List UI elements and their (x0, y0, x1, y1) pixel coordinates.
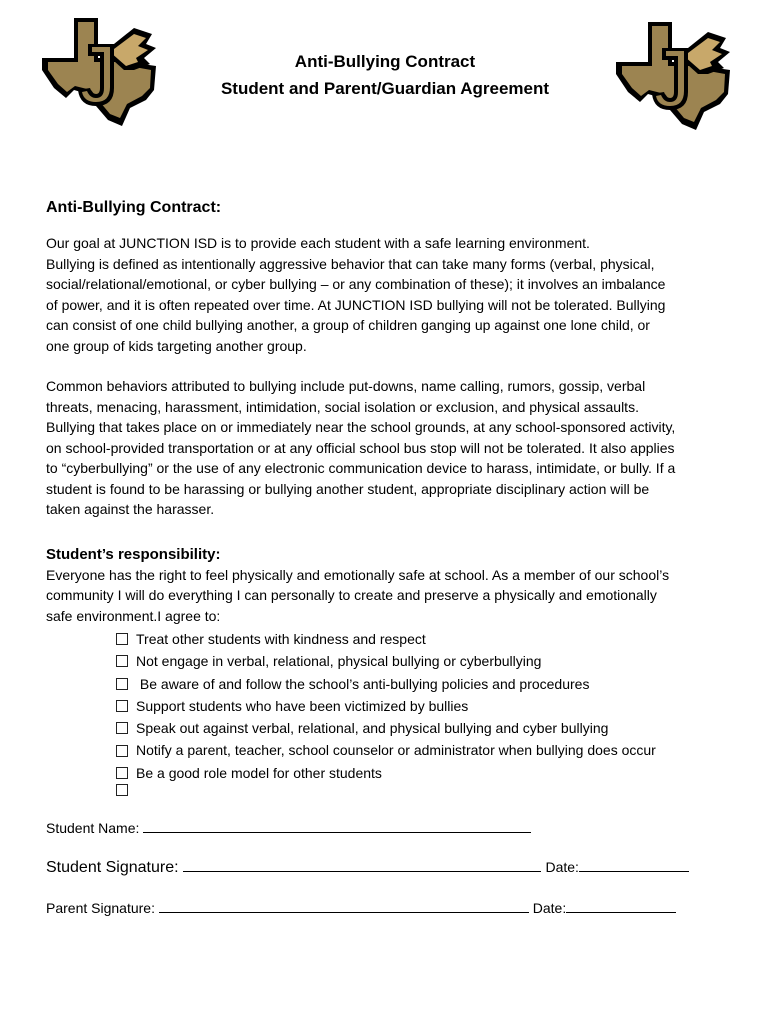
paragraph-line: on school-provided transportation or at any official school bus stop will not be tolerated. It also applies (46, 439, 675, 456)
checklist-item[interactable] (116, 762, 726, 784)
paragraph-line: safe environment.I agree to: (46, 607, 221, 624)
paragraph-line: social/relational/emotional, or cyber bullying – or any combination of these); it involves an imbalance (46, 276, 666, 292)
checklist-item[interactable] (116, 739, 726, 761)
checkbox[interactable] (116, 784, 128, 796)
contract-heading: Anti-Bullying Contract: (46, 199, 222, 216)
agreement-checklist (116, 628, 726, 796)
document-subtitle: Student and Parent/Guardian Agreement (220, 79, 550, 98)
paragraph-line: Everyone has the right to feel physically and emotionally safe at school. As a member of our school’s (46, 566, 670, 583)
checklist-item-label: Not engage in verbal, relational, physical bullying or cyberbullying (136, 653, 542, 670)
contract-body (46, 197, 726, 796)
checkbox[interactable] (116, 722, 128, 734)
checklist-item-label: Notify a parent, teacher, school counselor or administrator when bullying does occur (136, 742, 656, 759)
student-signature-label: Student Signature: (46, 859, 179, 876)
checkbox[interactable] (116, 633, 128, 645)
parent-signature-field[interactable] (159, 912, 529, 913)
checklist-item[interactable] (116, 784, 726, 796)
goal-paragraph (46, 233, 726, 356)
responsibility-heading: Student’s responsibility: (46, 545, 221, 563)
parent-date-label: Date: (532, 900, 567, 916)
checklist-item-label: Treat other students with kindness and respect (136, 631, 426, 647)
paragraph-line: of power, and it is often repeated over time. At JUNCTION ISD bullying will not be tolerated. Bullying (46, 296, 666, 313)
checklist-item-label: Be a good role model for other students (136, 764, 382, 781)
document-header (0, 48, 770, 102)
checkbox[interactable] (116, 745, 128, 757)
checklist-item[interactable] (116, 695, 726, 717)
responsibility-intro (46, 565, 726, 627)
paragraph-line: threats, menacing, harassment, intimidation, social isolation or exclusion, and physical assaults. (46, 398, 639, 415)
checkbox[interactable] (116, 767, 128, 779)
document-title: Anti-Bullying Contract (294, 52, 476, 71)
behaviors-paragraph (46, 376, 726, 520)
checklist-item-label: Speak out against verbal, relational, and physical bullying and cyber bullying (136, 720, 609, 737)
student-signature-field[interactable] (183, 871, 541, 872)
paragraph-line: Our goal at JUNCTION ISD is to provide each student with a safe learning environment. (46, 235, 590, 251)
paragraph-line: can consist of one child bullying another, a group of children ganging up against one lone child, or (46, 317, 650, 333)
student-date-label: Date: (545, 859, 579, 875)
paragraph-line: one group of kids targeting another group. (46, 337, 307, 354)
student-date-field[interactable] (579, 871, 689, 872)
parent-signature-row (46, 900, 676, 916)
checkbox[interactable] (116, 700, 128, 712)
student-name-row (46, 820, 531, 836)
checklist-item[interactable] (116, 628, 726, 650)
checklist-item[interactable] (116, 650, 726, 672)
paragraph-line: taken against the harasser. (46, 501, 215, 517)
checkbox[interactable] (116, 678, 128, 690)
checklist-item[interactable] (116, 717, 726, 739)
student-name-label: Student Name: (46, 820, 140, 836)
paragraph-line: student is found to be harassing or bullying another student, appropriate disciplinary action will be (46, 480, 650, 497)
student-signature-row (46, 859, 689, 877)
parent-signature-label: Parent Signature: (46, 900, 155, 916)
checklist-item[interactable] (116, 673, 726, 695)
checklist-item-label: Be aware of and follow the school’s anti-bullying policies and procedures (136, 675, 590, 692)
parent-date-field[interactable] (566, 912, 676, 913)
paragraph-line: to “cyberbullying” or the use of any electronic communication device to harass, intimidate, or bully. If a (46, 460, 676, 476)
paragraph-line: Bullying that takes place on or immediately near the school grounds, at any school-sponsored activity, (46, 419, 676, 435)
paragraph-line: community I will do everything I can personally to create and preserve a physically and emotionally (46, 587, 657, 603)
checklist-item-label: Support students who have been victimized by bullies (136, 697, 469, 714)
paragraph-line: Common behaviors attributed to bullying include put-downs, name calling, rumors, gossip, verbal (46, 378, 646, 394)
checkbox[interactable] (116, 655, 128, 667)
student-name-field[interactable] (143, 832, 531, 833)
paragraph-line: Bullying is defined as intentionally aggressive behavior that can take many forms (verbal, physical, (46, 255, 655, 272)
